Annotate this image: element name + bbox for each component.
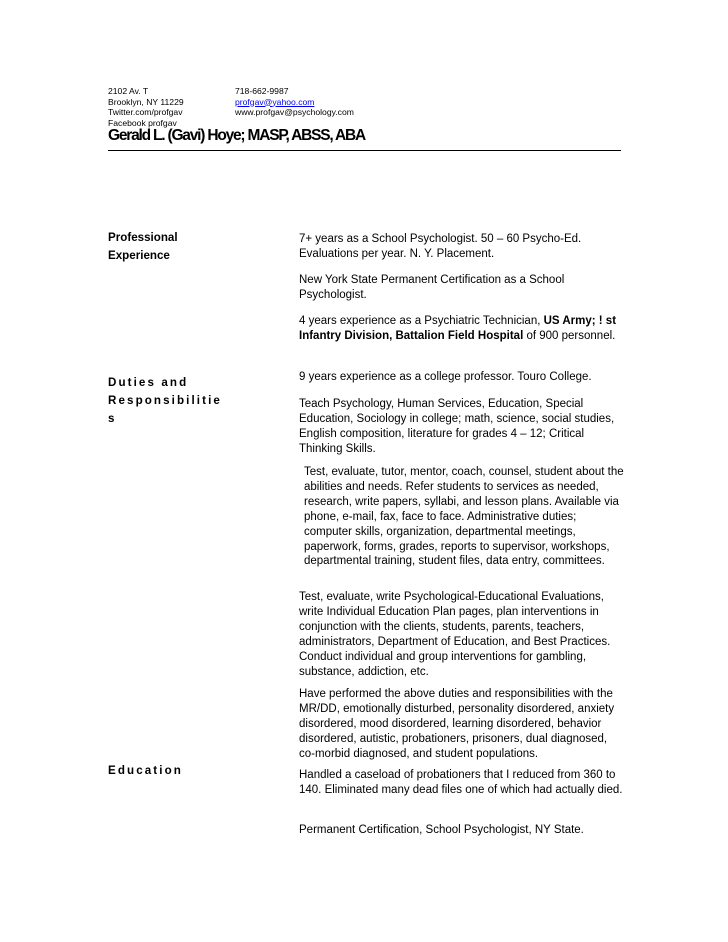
paragraph-psychiatric-technician <box>299 314 624 344</box>
contact-address-block <box>108 86 228 128</box>
section-heading-line: Professional <box>108 231 178 244</box>
header-divider <box>108 150 621 151</box>
paragraph-evaluations: Test, evaluate, write Psychological-Educational Evaluations, write Individual Education Plan pages, plan interventions in conjunction with the clients, students, parents, teachers, administrators, Department of Education, and Best Practices. Conduct individual and group interventions for gambling, substance, addiction, etc. <box>299 591 611 678</box>
section-heading-line: Experience <box>108 249 170 262</box>
paragraph-teaching: Teach Psychology, Human Services, Education, Special Education, Sociology in college; math, science, social studies, English composition, literature for grades 4 – 12; Critical Thinking Skills. <box>299 398 615 455</box>
paragraph-populations: Have performed the above duties and responsibilities with the MR/DD, emotionally disturbed, personality disordered, anxiety disordered, mood disordered, learning disordered, behavior disordered, autistic, probationers, prisoners, dual diagnosed, co-morbid diagnosed, and student populations. <box>299 688 615 760</box>
section-heading-education: Education <box>108 764 183 777</box>
paragraph-caseload: Handled a caseload of probationers that I reduced from 360 to 140. Eliminated many dead files one of which had actually died. <box>299 769 623 796</box>
phone-number: 718-662-9987 <box>235 86 289 96</box>
contact-info-block <box>235 86 405 118</box>
army-unit: US Army; ! st Infantry Division, Battalion Field Hospital <box>299 315 617 342</box>
section-heading-line: s <box>108 412 117 425</box>
section-heading-line: Responsibilitie <box>108 394 222 407</box>
resume-name: Gerald L. (Gavi) Hoye; MASP, ABSS, ABA <box>108 127 365 144</box>
paragraph-college-professor: 9 years experience as a college professor. Touro College. <box>299 371 592 383</box>
section-heading-duties <box>108 374 243 428</box>
address-line-2: Brooklyn, NY 11229 <box>108 96 184 107</box>
twitter-handle: Twitter.com/profgav <box>108 107 183 117</box>
text-span: 4 years experience as a Psychiatric Technician, <box>299 315 544 327</box>
email-link[interactable]: profgav@yahoo.com <box>235 96 315 107</box>
section-heading-line: Duties and <box>108 376 189 389</box>
paragraph-school-psychologist: 7+ years as a School Psychologist. 50 – 60 Psycho-Ed. Evaluations per year. N. Y. Placement. <box>299 233 582 260</box>
text-span: of 900 personnel. <box>523 329 616 342</box>
website: www.profgav@psychology.com <box>235 107 354 117</box>
paragraph-certification: New York State Permanent Certification as a School Psychologist. <box>299 274 565 301</box>
paragraph-permanent-certification: Permanent Certification, School Psychologist, NY State. <box>299 824 584 836</box>
facebook-handle: Facebook profgav <box>108 117 177 128</box>
section-heading-professional-experience <box>108 229 178 265</box>
address-line-1: 2102 Av. T <box>108 86 149 96</box>
paragraph-duties-list: Test, evaluate, tutor, mentor, coach, counsel, student about the abilities and needs. Refer students to services as needed, research, write papers, syllabi, and lesson plans. Available via phone, e-mail, fax, face to face. Administrative duties; computer skills, organization, departmental meetings, paperwork, forms, grades, reports to supervisor, workshops, departmental training, student files, data entry, committees. <box>304 466 624 568</box>
